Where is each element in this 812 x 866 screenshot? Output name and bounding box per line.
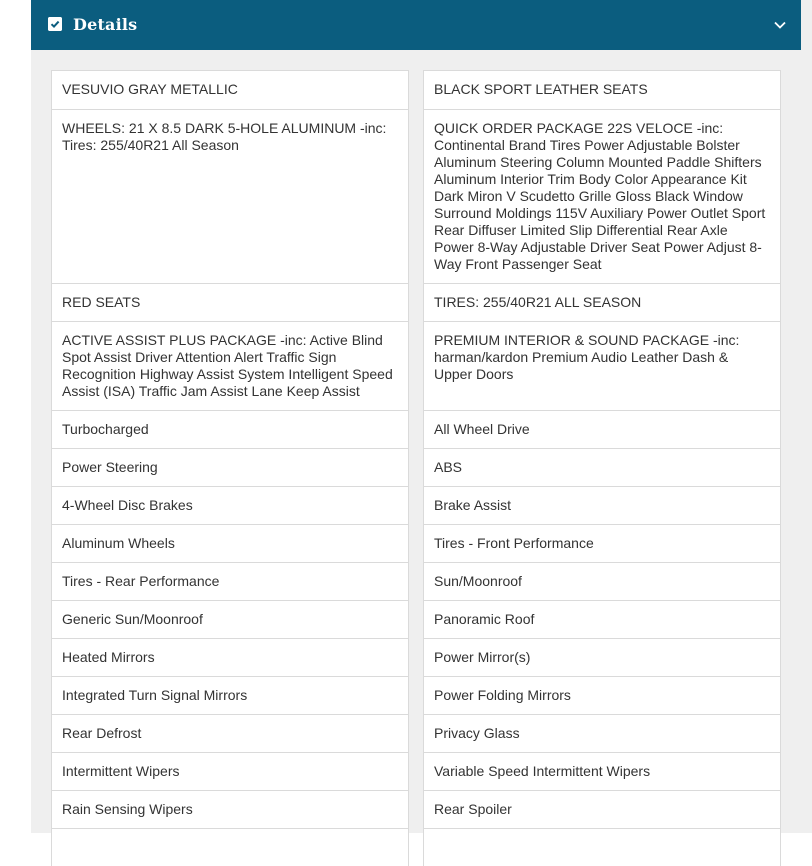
feature-cell: Integrated Turn Signal Mirrors (52, 676, 408, 714)
feature-cell: BLACK SPORT LEATHER SEATS (424, 70, 780, 109)
feature-cell: WHEELS: 21 X 8.5 DARK 5-HOLE ALUMINUM -inc: Tires: 255/40R21 All Season (52, 109, 408, 283)
chevron-down-icon[interactable] (773, 18, 787, 32)
feature-cell-empty (424, 828, 780, 866)
feature-cell-empty (52, 828, 408, 866)
feature-cell: Power Folding Mirrors (424, 676, 780, 714)
feature-cell: Heated Mirrors (52, 638, 408, 676)
feature-cell: Turbocharged (52, 410, 408, 448)
feature-cell: PREMIUM INTERIOR & SOUND PACKAGE -inc: harman/kardon Premium Audio Leather Dash & Upper Doors (424, 321, 780, 410)
feature-cell: Generic Sun/Moonroof (52, 600, 408, 638)
feature-cell: Rear Spoiler (424, 790, 780, 828)
feature-cell: Tires - Rear Performance (52, 562, 408, 600)
details-header[interactable] (31, 0, 801, 50)
feature-cell: Variable Speed Intermittent Wipers (424, 752, 780, 790)
check-square-icon (48, 17, 62, 31)
feature-cell: ACTIVE ASSIST PLUS PACKAGE -inc: Active Blind Spot Assist Driver Attention Alert Traffic Sign Recognition Highway Assist System Intelligent Speed Assist (ISA) Traffic Jam Assist Lane Keep Assist (52, 321, 408, 410)
feature-cell: Panoramic Roof (424, 600, 780, 638)
feature-cell: Intermittent Wipers (52, 752, 408, 790)
feature-cell: VESUVIO GRAY METALLIC (52, 70, 408, 109)
feature-cell: Privacy Glass (424, 714, 780, 752)
feature-cell: QUICK ORDER PACKAGE 22S VELOCE -inc: Continental Brand Tires Power Adjustable Bolster Aluminum Steering Column Mounted Paddle Shifters Aluminum Interior Trim Body Color Appearance Kit Dark Miron V Scudetto Grille Gloss Black Window Surround Moldings 115V Auxiliary Power Outlet Sport Rear Diffuser Limited Slip Differential Rear Axle Power 8-Way Adjustable Driver Seat Power Adjust 8-Way Front Passenger Seat (424, 109, 780, 283)
details-panel (31, 0, 812, 833)
feature-cell: Tires - Front Performance (424, 524, 780, 562)
feature-cell: Rear Defrost (52, 714, 408, 752)
details-title: Details (73, 15, 138, 34)
features-right-column (423, 70, 781, 866)
feature-cell: Aluminum Wheels (52, 524, 408, 562)
feature-cell: ABS (424, 448, 780, 486)
features-left-column (51, 70, 409, 866)
feature-cell: Brake Assist (424, 486, 780, 524)
feature-cell: Sun/Moonroof (424, 562, 780, 600)
feature-cell: RED SEATS (52, 283, 408, 321)
feature-cell: TIRES: 255/40R21 ALL SEASON (424, 283, 780, 321)
feature-cell: Power Mirror(s) (424, 638, 780, 676)
feature-cell: All Wheel Drive (424, 410, 780, 448)
feature-cell: Rain Sensing Wipers (52, 790, 408, 828)
feature-cell: 4-Wheel Disc Brakes (52, 486, 408, 524)
feature-cell: Power Steering (52, 448, 408, 486)
